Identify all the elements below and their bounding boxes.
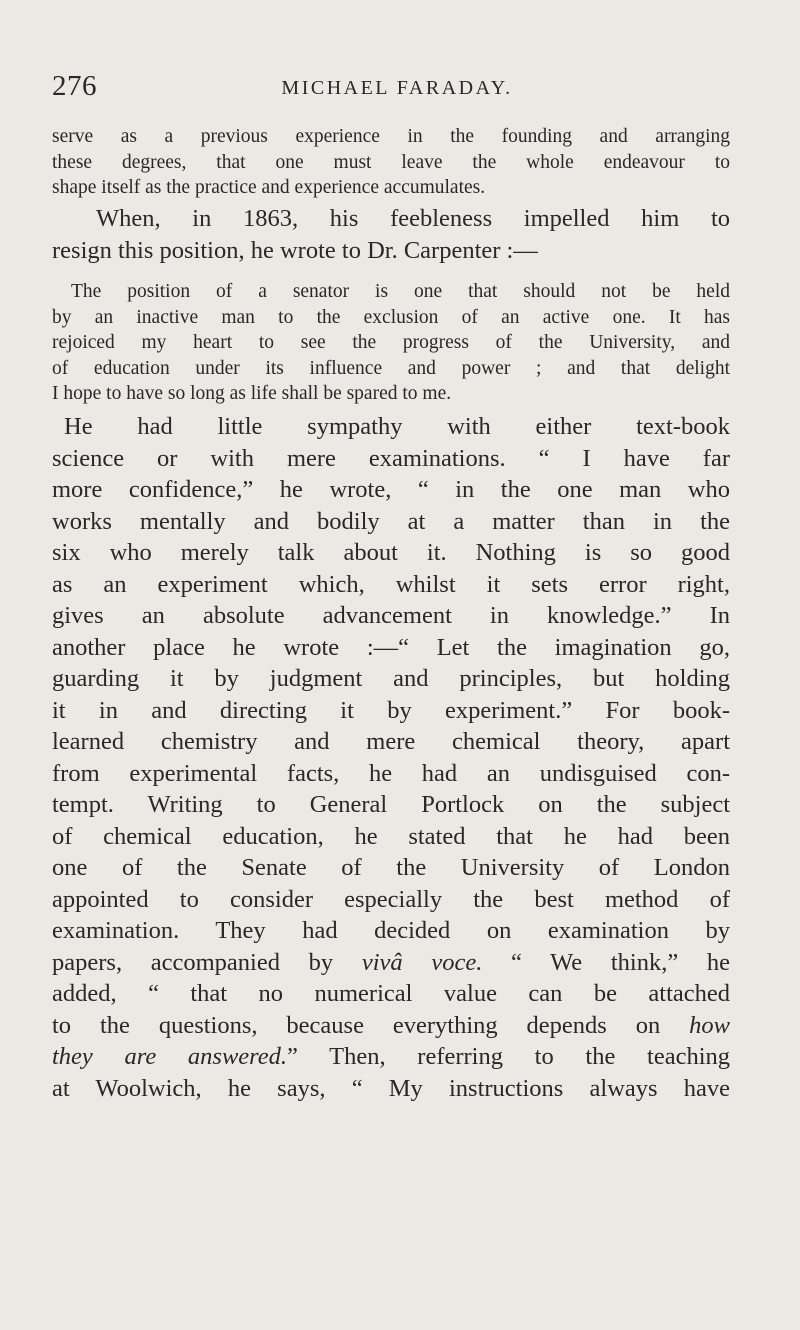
text-line: gives an absolute advancement in knowledge.” In	[52, 602, 730, 629]
text-run: to the questions, because everything depends on	[52, 1011, 690, 1039]
text-line: it in and directing it by experiment.” For book-	[52, 696, 730, 724]
paragraph-main	[52, 411, 730, 1104]
text-line: guarding it by judgment and principles, but holding	[52, 665, 730, 692]
text-line: one of the Senate of the University of London	[52, 854, 730, 881]
text-line: shape itself as the practice and experience accumulates.	[52, 177, 486, 198]
text-line: of education under its influence and power ; and that delight	[52, 357, 730, 379]
text-line: six who merely talk about it. Nothing is so good	[52, 539, 730, 566]
text-line: He had little sympathy with either text-book	[64, 413, 730, 440]
text-line: The position of a senator is one that should not be held	[71, 281, 730, 302]
text-line: at Woolwich, he says, “ My instructions always have	[52, 1074, 730, 1102]
text-run: papers, accompanied by	[52, 948, 362, 976]
text-line: tempt. Writing to General Portlock on the subject	[52, 791, 730, 818]
text-line: from experimental facts, he had an undisguised con-	[52, 759, 730, 787]
running-head	[52, 70, 742, 110]
page-number: 276	[52, 70, 97, 102]
text-line: examination. They had decided on examination by	[52, 917, 730, 944]
text-run: ” Then, referring to the teaching	[287, 1043, 731, 1070]
italic-text: vivâ voce.	[361, 948, 483, 976]
text-line	[52, 1010, 730, 1042]
italic-text: they are answered.	[52, 1043, 288, 1070]
text-line: of chemical education, he stated that he had been	[52, 822, 730, 850]
text-line: learned chemistry and mere chemical theory, apart	[52, 728, 730, 755]
text-line: science or with mere examinations. “ I have far	[52, 444, 730, 472]
running-title: MICHAEL FARADAY.	[281, 77, 513, 99]
text-line: as an experiment which, whilst it sets error right,	[52, 570, 730, 598]
italic-text: how	[689, 1011, 730, 1039]
text-line: by an inactive man to the exclusion of an active one. It has	[52, 306, 730, 328]
text-line: appointed to consider especially the best method of	[52, 885, 730, 913]
text-line: serve as a previous experience in the founding and arranging	[52, 126, 730, 147]
text-line: added, “ that no numerical value can be attached	[52, 980, 730, 1007]
text-line	[52, 947, 730, 979]
text-line: these degrees, that one must leave the whole endeavour to	[52, 151, 730, 173]
paragraph-intro-quote	[52, 203, 730, 266]
text-line: resign this position, he wrote to Dr. Carpenter :—	[52, 236, 538, 264]
paragraph-continued	[52, 124, 730, 201]
text-line: rejoiced my heart to see the progress of the University, and	[52, 332, 730, 353]
text-line: I hope to have so long as life shall be spared to me.	[52, 383, 452, 404]
text-line: When, in 1863, his feebleness impelled him to	[96, 205, 730, 232]
text-run: “ We think,” he	[482, 948, 730, 976]
text-line: another place he wrote :—“ Let the imagination go,	[52, 633, 730, 661]
text-line: more confidence,” he wrote, “ in the one man who	[52, 476, 730, 503]
text-line: works mentally and bodily at a matter than in the	[52, 507, 730, 535]
text-line	[52, 1041, 730, 1073]
block-quotation	[52, 279, 730, 407]
